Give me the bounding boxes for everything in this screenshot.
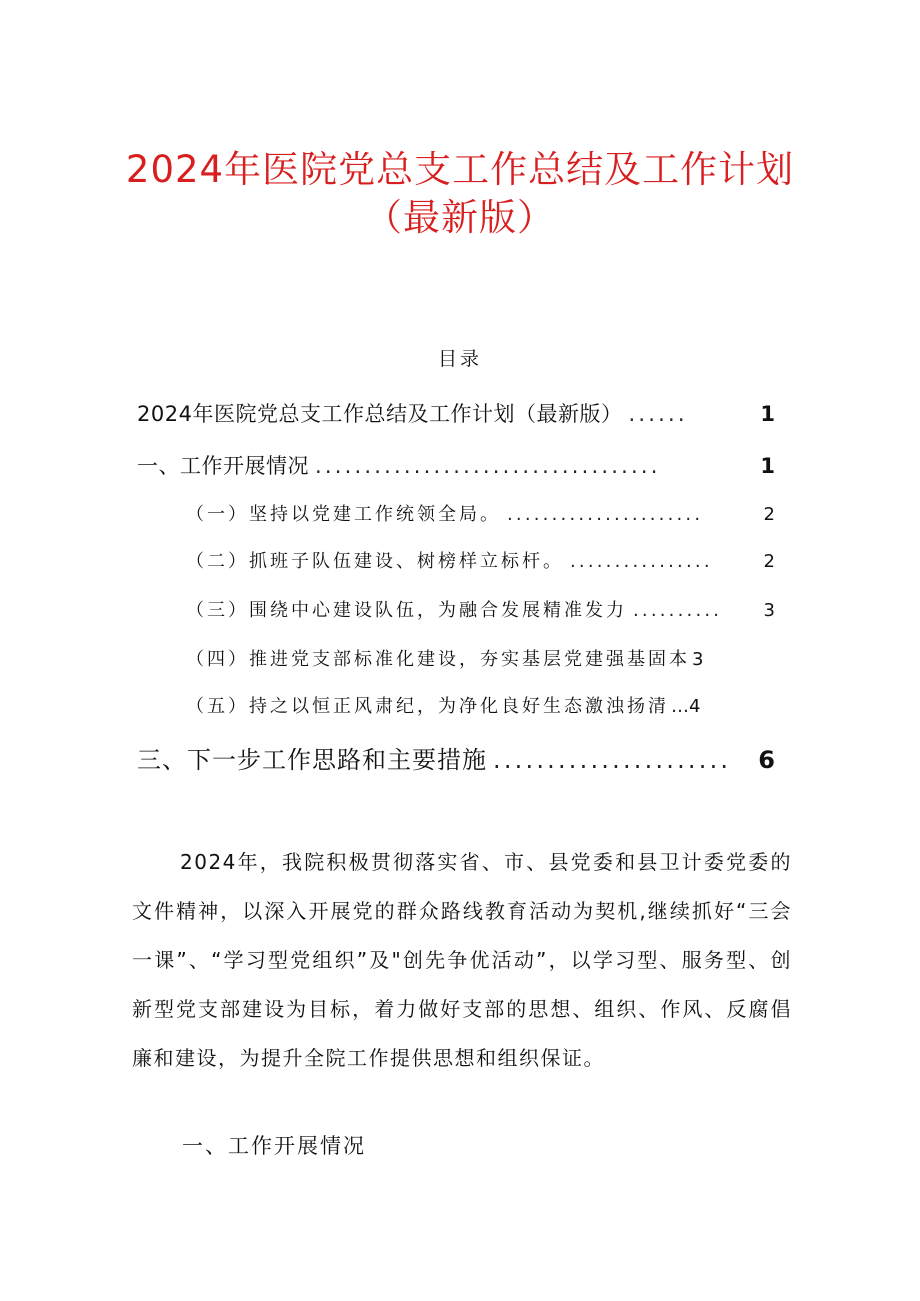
toc-entry[interactable] [186,500,775,526]
toc-page-number: 2 [763,504,775,525]
toc-entry-label: 2024年医院党总支工作总结及工作计划（最新版） [137,402,623,426]
toc-entry[interactable] [137,398,775,428]
toc-page-number: 1 [760,454,775,478]
toc-leader-dots: … [671,696,689,717]
toc-page-number: 4 [689,696,701,717]
document-title: 2024年医院党总支工作总结及工作计划 [125,148,795,191]
toc-page-number: 3 [692,649,704,670]
toc-leader-dots: ................ [570,551,713,572]
toc-entry-label: （五）持之以恒正风肃纪，为净化良好生态激浊扬清 [186,696,669,717]
section-heading: 一、工作开展情况 [182,1134,366,1158]
toc-page-number: 2 [763,551,775,572]
toc-page-number: 1 [760,402,775,426]
toc-page-number: 6 [758,746,775,774]
intro-paragraph: 2024年，我院积极贯彻落实省、市、县党委和县卫计委党委的文件精神，以深入开展党的群众路线教育活动为契机,继续抓好“三会一课”、“学习型党组织”及"创先争优活动”，以学习型、服务型、创新型党支部建设为目标，着力做好支部的思想、组织、作风、反腐倡廉和建设，为提升全院工作提供思想和组织保证。 [132,850,792,1070]
document-subtitle: （最新版） [365,196,555,239]
toc-leader-dots: ...................... [507,504,704,525]
toc-page-number: 3 [763,600,775,621]
toc-leader-dots: ...... [628,402,688,426]
toc-entry[interactable] [137,450,775,480]
toc-entry-label: （四）推进党支部标准化建设，夯实基层党建强基固本 [186,649,690,670]
toc-entry-label: （三）围绕中心建设队伍，为融合发展精准发力 [186,600,627,621]
toc-entry-label: 三、下一步工作思路和主要措施 [137,746,487,774]
toc-entry[interactable] [186,645,775,671]
toc-entry[interactable] [137,740,775,775]
toc-leader-dots: ...................... [493,746,732,774]
toc-entry[interactable] [186,596,775,622]
toc-entry[interactable] [186,692,775,718]
toc-entry[interactable] [186,547,775,573]
toc-entry-label: 一、工作开展情况 [137,454,309,478]
toc-leader-dots: ................................... [315,454,661,478]
toc-entry-label: （一）坚持以党建工作统领全局。 [186,504,501,525]
toc-heading: 目录 [437,348,482,370]
toc-entry-label: （二）抓班子队伍建设、树榜样立标杆。 [186,551,564,572]
toc-leader-dots: .......... [633,600,723,621]
